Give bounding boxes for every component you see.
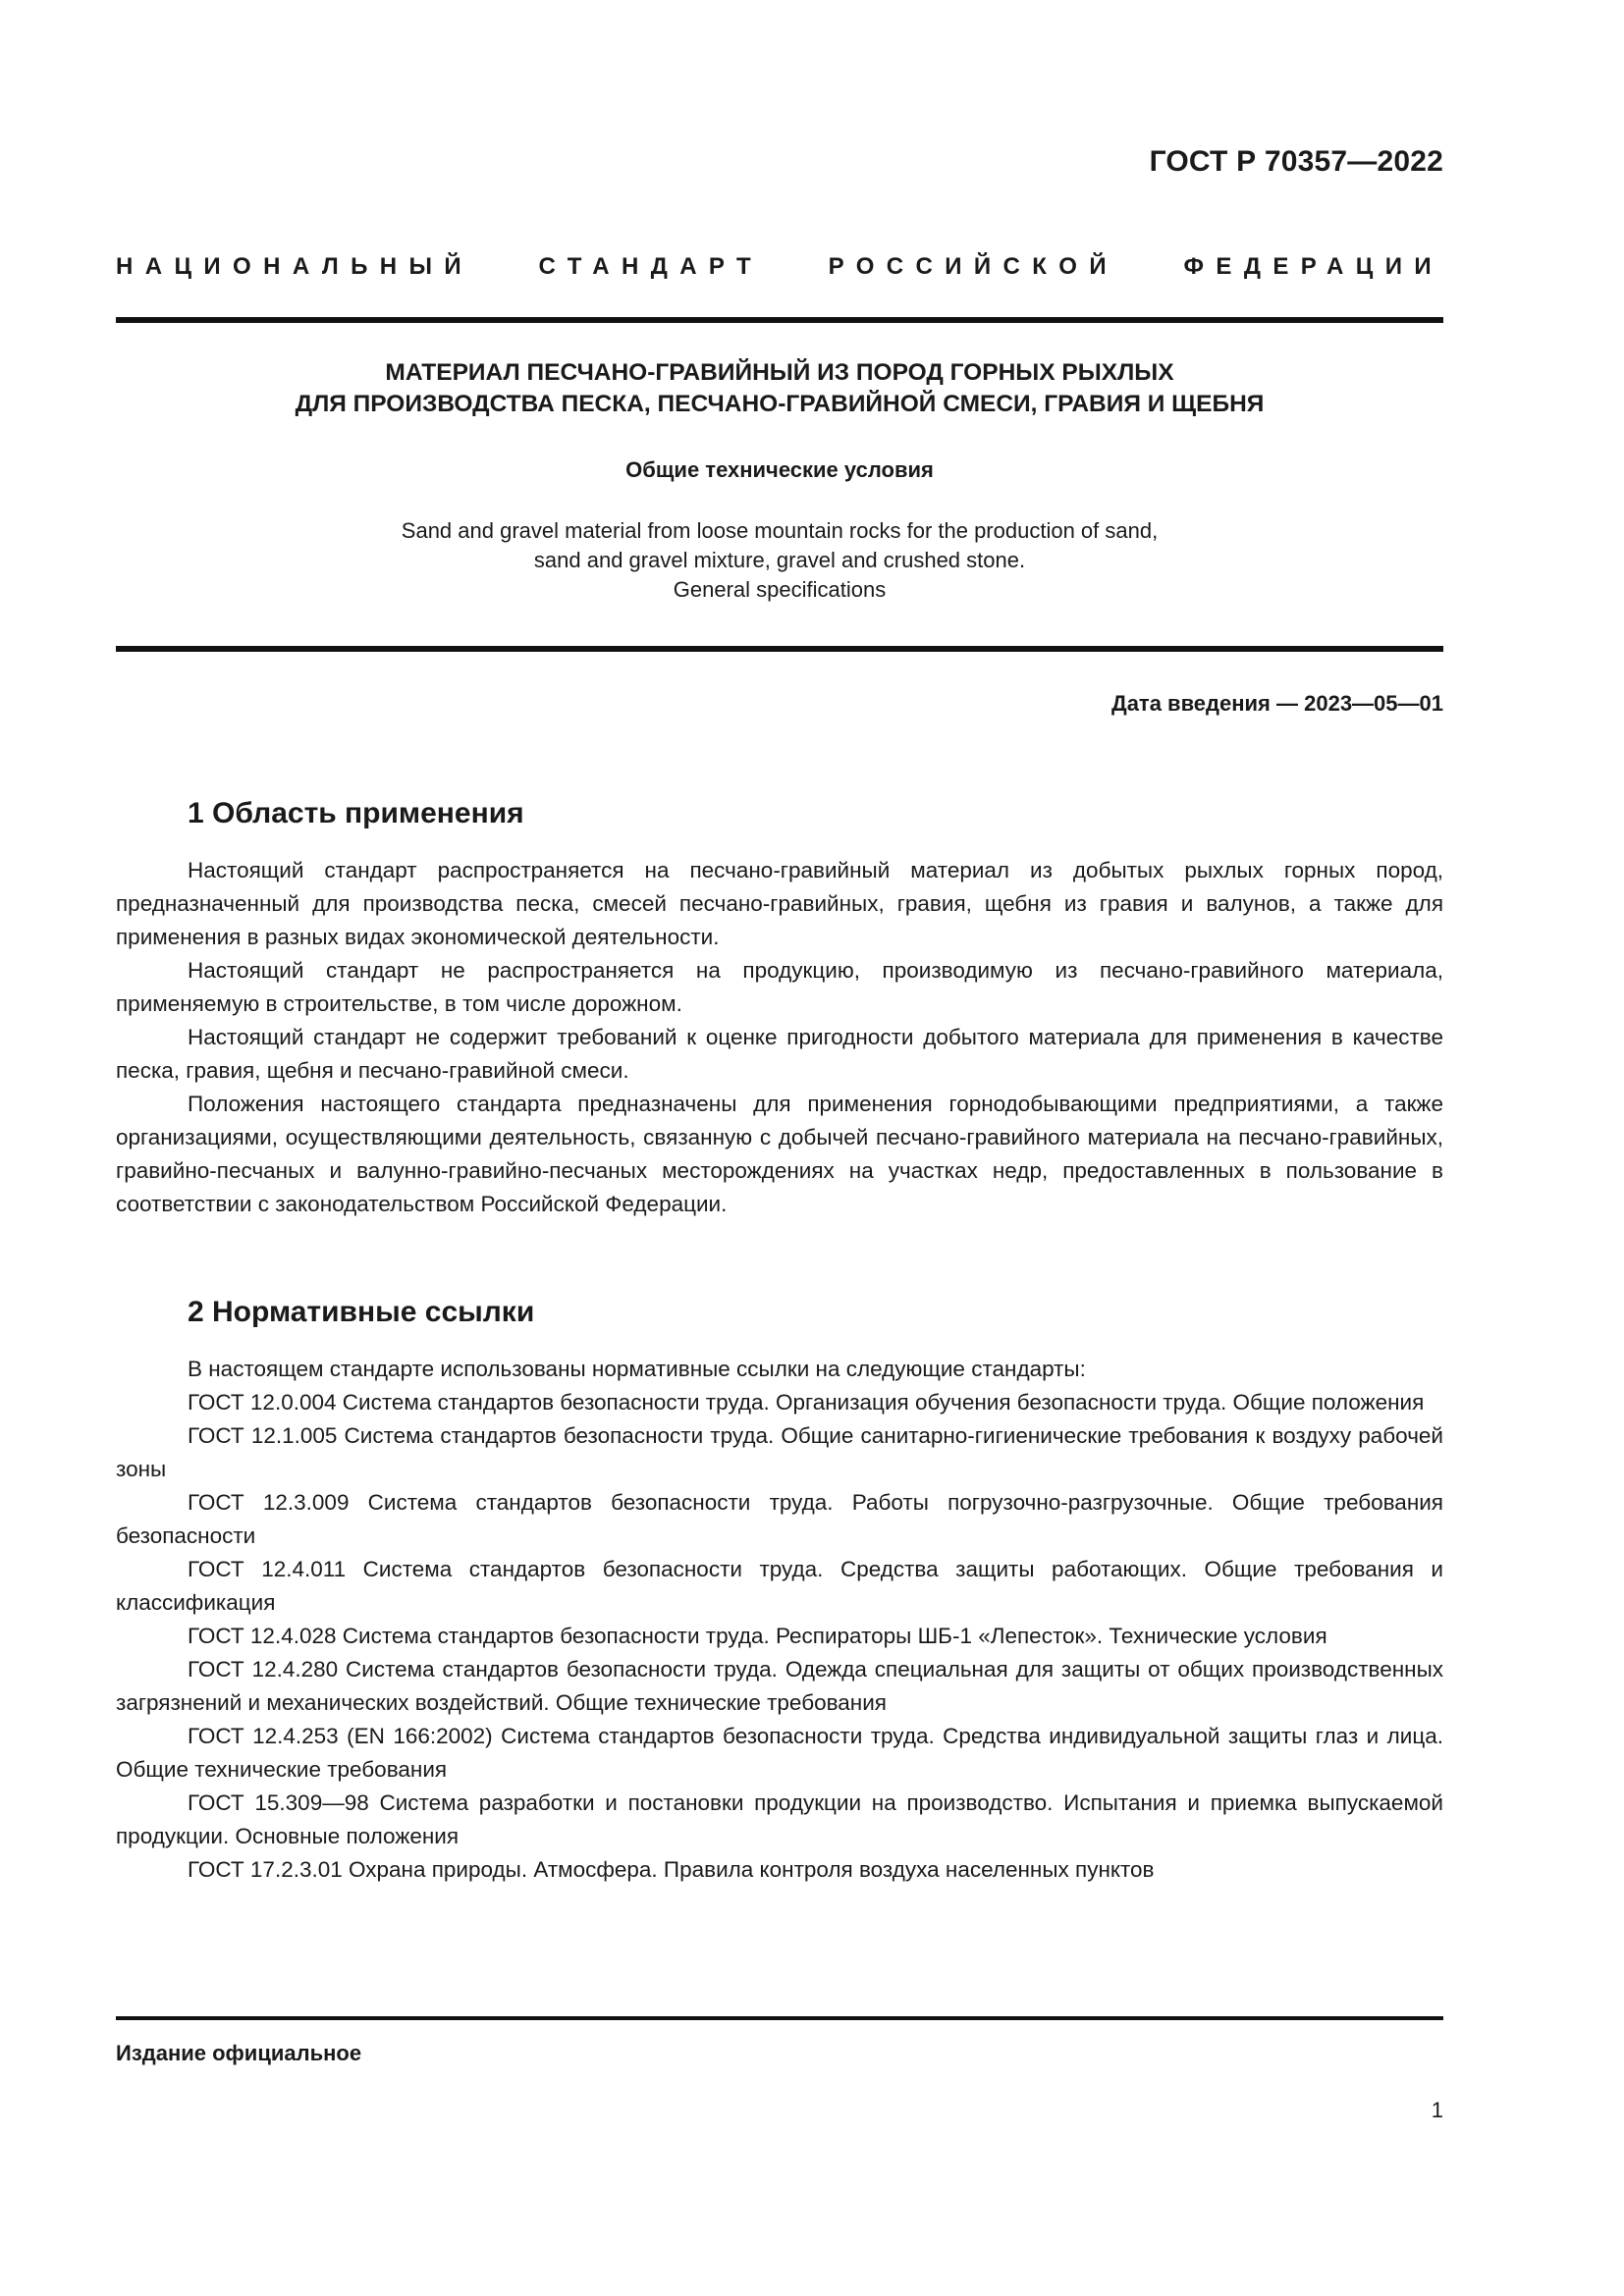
title-line-2: ДЛЯ ПРОИЗВОДСТВА ПЕСКА, ПЕСЧАНО-ГРАВИЙНОЙ СМЕСИ, ГРАВИЯ И ЩЕБНЯ	[295, 391, 1265, 417]
section-body-normative-references	[116, 1353, 1443, 1887]
reference-item: ГОСТ 12.1.005 Система стандартов безопасности труда. Общие санитарно-гигиенические требования к воздуху рабочей зоны	[116, 1423, 1443, 1481]
reference-item: ГОСТ 12.4.280 Система стандартов безопасности труда. Одежда специальная для защиты от общих производственных загрязнений и механических воздействий. Общие технические требования	[116, 1657, 1443, 1715]
english-title	[116, 516, 1443, 605]
english-title-line-1: Sand and gravel material from loose mountain rocks for the production of sand,	[401, 518, 1159, 543]
paragraph: Настоящий стандарт не содержит требований к оценке пригодности добытого материала для применения в качестве песка, гравия, щебня и песчано-гравийной смеси.	[116, 1025, 1443, 1083]
reference-item: ГОСТ 12.0.004 Система стандартов безопасности труда. Организация обучения безопасности труда. Общие положения	[188, 1390, 1425, 1415]
reference-item: ГОСТ 12.4.028 Система стандартов безопасности труда. Респираторы ШБ-1 «Лепесток». Технические условия	[188, 1624, 1327, 1648]
reference-item: ГОСТ 12.4.253 (EN 166:2002) Система стандартов безопасности труда. Средства индивидуальной защиты глаз и лица. Общие технические требования	[116, 1724, 1443, 1782]
paragraph: Настоящий стандарт распространяется на песчано-гравийный материал из добытых рыхлых горных пород, предназначенный для производства песка, смесей песчано-гравийных, гравия, щебня из гравия и валунов, а также для применения в разных видах экономической деятельности.	[116, 858, 1443, 949]
section-heading-scope: 1 Область применения	[188, 797, 524, 829]
footer-divider	[116, 2016, 1443, 2020]
top-divider	[116, 317, 1443, 323]
english-title-line-3: General specifications	[673, 577, 887, 602]
title-line-1: МАТЕРИАЛ ПЕСЧАНО-ГРАВИЙНЫЙ ИЗ ПОРОД ГОРНЫХ РЫХЛЫХ	[385, 359, 1174, 386]
document-number: ГОСТ Р 70357—2022	[1149, 145, 1443, 178]
reference-item: ГОСТ 12.4.011 Система стандартов безопасности труда. Средства защиты работающих. Общие требования и классификация	[116, 1557, 1443, 1615]
reference-item: ГОСТ 15.309—98 Система разработки и постановки продукции на производство. Испытания и приемка выпускаемой продукции. Основные положения	[116, 1790, 1443, 1848]
reference-item: ГОСТ 17.2.3.01 Охрана природы. Атмосфера. Правила контроля воздуха населенных пунктов	[188, 1857, 1155, 1882]
document-title	[116, 357, 1443, 420]
section-body-scope	[116, 854, 1443, 1221]
english-title-line-2: sand and gravel mixture, gravel and crushed stone.	[533, 548, 1026, 572]
introduction-date: Дата введения — 2023—05—01	[1111, 691, 1443, 716]
paragraph: Положения настоящего стандарта предназначены для применения горнодобывающими предприятиями, а также организациями, осуществляющими деятельность, связанную с добычей песчано-гравийного материала на песчано-гравийных, гравийно-песчаных и валунно-гравийно-песчаных месторождениях на участках недр, предоставленных в пользование в соответствии с законодательством Российской Федерации.	[116, 1092, 1443, 1216]
middle-divider	[116, 646, 1443, 652]
paragraph: В настоящем стандарте использованы нормативные ссылки на следующие стандарты:	[188, 1357, 1086, 1381]
paragraph: Настоящий стандарт не распространяется на продукцию, производимую из песчано-гравийного материала, применяемую в строительстве, в том числе дорожном.	[116, 958, 1443, 1016]
section-heading-normative-references: 2 Нормативные ссылки	[188, 1296, 535, 1328]
official-edition-note: Издание официальное	[116, 2041, 362, 2065]
document-subtitle: Общие технические условия	[625, 457, 934, 482]
reference-item: ГОСТ 12.3.009 Система стандартов безопасности труда. Работы погрузочно-разгрузочные. Общие требования безопасности	[116, 1490, 1443, 1548]
page-number: 1	[1431, 2098, 1443, 2122]
national-standard-title: НАЦИОНАЛЬНЫЙ СТАНДАРТ РОССИЙСКОЙ ФЕДЕРАЦИИ	[116, 253, 1443, 280]
